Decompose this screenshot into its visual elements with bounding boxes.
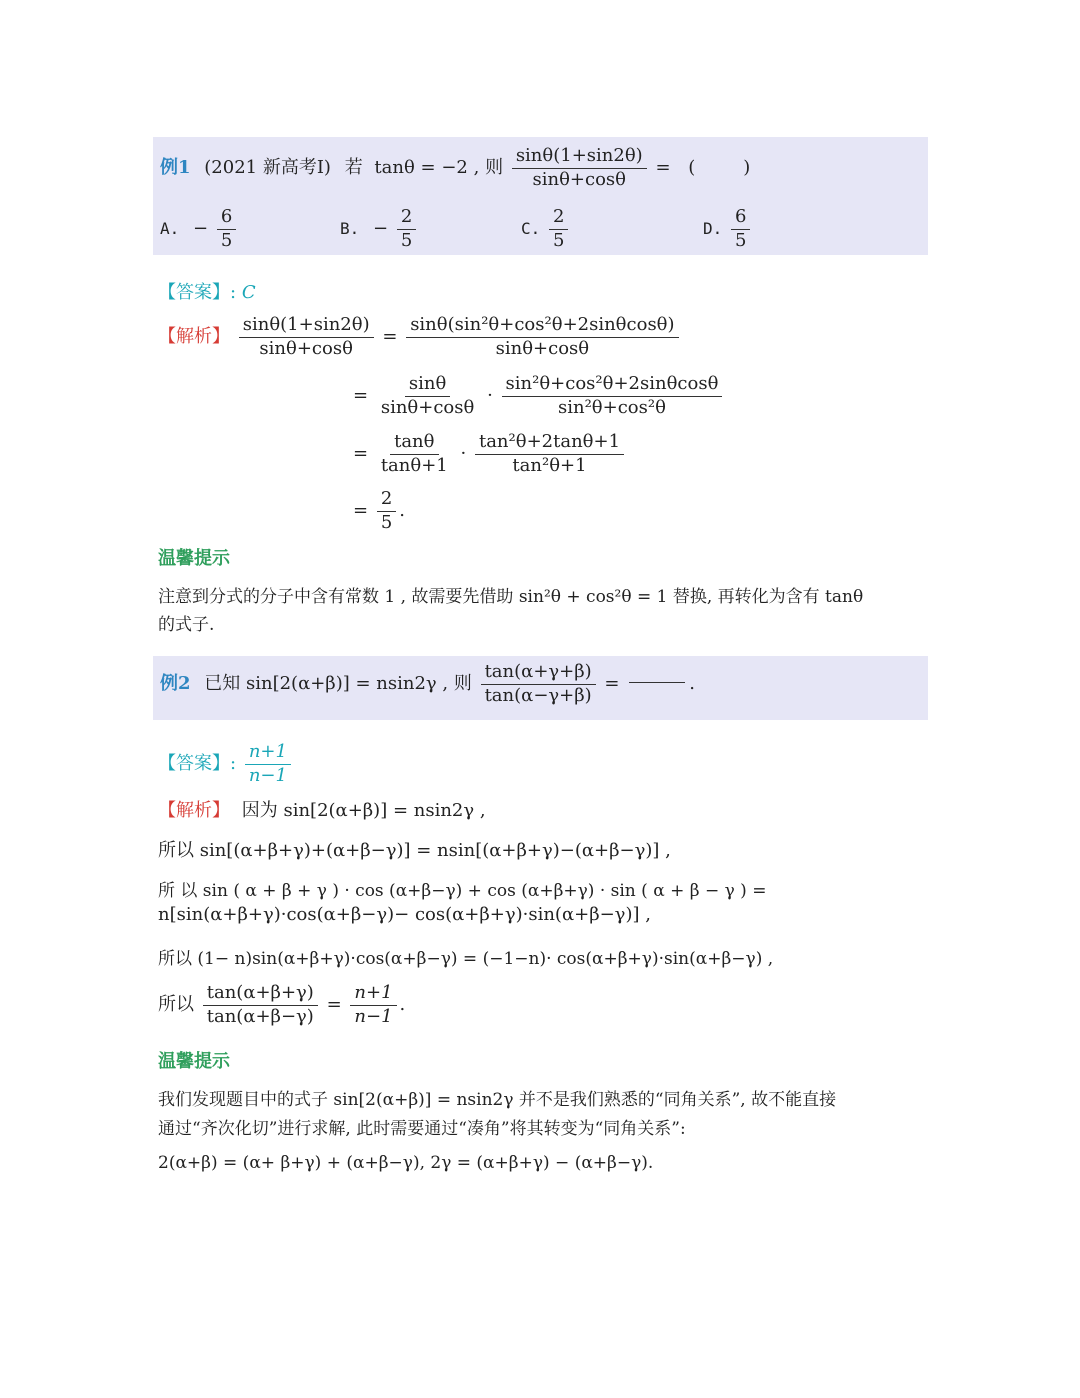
option-c-num: 2 — [549, 206, 568, 230]
example1-condition: tanθ = −2 — [374, 157, 468, 178]
analysis2-l1: 因为 sin[2(α+β)] = nsin2γ , — [241, 800, 486, 821]
answer2-num: n+1 — [245, 741, 291, 765]
example1-eq: = — [655, 157, 671, 178]
example2-end: . — [689, 673, 695, 694]
analysis1-l3-a — [377, 431, 452, 477]
analysis1-l2-aden: sinθ+cosθ — [380, 396, 475, 418]
option-a-num: 6 — [217, 206, 236, 230]
tip1-title: 温馨提示 — [158, 548, 230, 569]
analysis1-line4 — [353, 488, 405, 534]
option-b — [340, 206, 419, 252]
analysis1-l3-eq: = — [353, 443, 369, 464]
analysis1-l4-end: . — [399, 500, 406, 521]
option-a-letter: A. — [160, 219, 180, 238]
example2-text: 已知 sin[2(α+β)] = nsin2γ , 则 — [204, 673, 472, 694]
answer2-label: 【答案】: — [158, 753, 237, 774]
analysis1-l3-anum: tanθ — [390, 431, 438, 455]
tip2-line2: 通过“齐次化切”进行求解, 此时需要通过“凑角”将其转变为“同角关系”: — [158, 1119, 686, 1139]
analysis1-l2-b — [502, 373, 723, 419]
answer2-fraction — [245, 741, 291, 787]
example2-answer-blank — [629, 682, 685, 683]
analysis1-l2-bden: sin²θ+cos²θ — [558, 396, 666, 418]
analysis1-l1-rden: sinθ+cosθ — [495, 337, 590, 359]
option-d — [703, 206, 753, 252]
analysis1-l4-eq: = — [353, 500, 369, 521]
analysis1-l2-dot: · — [487, 385, 493, 406]
analysis1-l4-den: 5 — [380, 511, 393, 533]
analysis2-l6-end: . — [399, 994, 406, 1015]
answer1-value: C — [241, 282, 256, 303]
analysis1-l1-rnum: sinθ(sin²θ+cos²θ+2sinθcosθ) — [406, 314, 678, 338]
analysis2-l6-left — [203, 982, 318, 1028]
analysis1-l1-num: sinθ(1+sin2θ) — [239, 314, 374, 338]
example1-label: 例1 — [160, 157, 191, 178]
analysis1-l2-eq: = — [353, 385, 369, 406]
example2-fraction — [481, 661, 596, 707]
analysis1-label: 【解析】 — [158, 326, 230, 347]
analysis2-l6-rden: n−1 — [354, 1005, 393, 1027]
analysis1-l3-b — [475, 431, 624, 477]
tip1-line2: 的式子. — [158, 615, 215, 635]
analysis1-line1 — [158, 314, 682, 360]
tip2-line1: 我们发现题目中的式子 sin[2(α+β)] = nsin2γ 并不是我们熟悉的“同角关系”, 故不能直接 — [158, 1090, 837, 1110]
option-b-letter: B. — [340, 219, 360, 238]
analysis1-line3 — [353, 431, 627, 477]
option-d-num: 6 — [731, 206, 750, 230]
analysis2-l6-right — [350, 982, 396, 1028]
example2-eq: = — [604, 673, 620, 694]
example1-paren-open: ( — [688, 157, 696, 178]
option-d-letter: D. — [703, 219, 723, 238]
analysis2-l6-eq: = — [326, 994, 342, 1015]
option-b-fraction — [397, 206, 416, 252]
analysis2-l6-prefix: 所以 — [158, 994, 194, 1015]
analysis2-label: 【解析】 — [158, 800, 230, 821]
answer1-label: 【答案】: — [158, 282, 237, 303]
option-b-num: 2 — [397, 206, 416, 230]
option-d-fraction — [731, 206, 750, 252]
option-a-fraction — [217, 206, 236, 252]
analysis2-line1 — [158, 796, 486, 822]
option-a-den: 5 — [220, 229, 233, 251]
analysis1-l1-left — [239, 314, 374, 360]
option-c — [521, 206, 571, 252]
example2-frac-num: tan(α+γ+β) — [481, 661, 596, 685]
example1-paren-close: ) — [743, 157, 751, 178]
example1-frac-den: sinθ+cosθ — [532, 168, 626, 190]
analysis2-l6-den: tan(α+β−γ) — [206, 1005, 314, 1027]
option-a — [160, 206, 239, 252]
analysis2-line4: n[sin(α+β+γ)·cos(α+β−γ)− cos(α+β+γ)·sin(α+β−γ)] , — [158, 904, 651, 925]
analysis2-line5: 所以 (1− n)sin(α+β+γ)·cos(α+β−γ) = (−1−n)· cos(α+β+γ)·sin(α+β−γ) , — [158, 949, 774, 969]
analysis2-line3: 所 以 sin ( α + β + γ ) · cos (α+β−γ) + cos (α+β+γ) · sin ( α + β − γ ) = — [158, 881, 767, 901]
analysis2-l6-num: tan(α+β+γ) — [203, 982, 318, 1006]
analysis2-line2: 所以 sin[(α+β+γ)+(α+β−γ)] = nsin[(α+β+γ)−(α+β−γ)] , — [158, 840, 671, 861]
tip2-title: 温馨提示 — [158, 1051, 230, 1072]
example1-fraction — [512, 145, 647, 191]
option-d-den: 5 — [735, 229, 747, 251]
example1-frac-num: sinθ(1+sin2θ) — [512, 145, 647, 169]
analysis1-l1-right — [406, 314, 678, 360]
example2-label: 例2 — [160, 673, 191, 694]
analysis1-l3-aden: tanθ+1 — [380, 454, 448, 476]
analysis1-l4-frac — [377, 488, 396, 534]
analysis2-line6 — [158, 982, 405, 1028]
example2-stem — [160, 661, 695, 707]
analysis2-l6-rnum: n+1 — [350, 982, 396, 1006]
option-c-letter: C. — [521, 219, 541, 238]
analysis1-l2-bnum: sin²θ+cos²θ+2sinθcosθ — [502, 373, 723, 397]
analysis1-l3-bden: tan²θ+1 — [512, 454, 587, 476]
analysis1-l1-den: sinθ+cosθ — [259, 337, 353, 359]
option-b-sign: − — [373, 218, 389, 239]
option-c-den: 5 — [553, 229, 565, 251]
example1-then: , 则 — [473, 157, 504, 178]
answer2-den: n−1 — [248, 764, 287, 786]
answer2 — [158, 741, 294, 787]
tip1-line1: 注意到分式的分子中含有常数 1 , 故需要先借助 sin²θ + cos²θ = 1 替换, 再转化为含有 tanθ — [158, 587, 864, 607]
analysis1-l4-num: 2 — [377, 488, 396, 512]
example1-source: (2021 新高考I) — [204, 157, 331, 178]
answer1 — [158, 278, 256, 304]
example2-frac-den: tan(α−γ+β) — [484, 684, 592, 706]
option-b-den: 5 — [400, 229, 413, 251]
analysis1-l2-anum: sinθ — [405, 373, 450, 397]
tip2-line3: 2(α+β) = (α+ β+γ) + (α+β−γ), 2γ = (α+β+γ) − (α+β−γ). — [158, 1153, 654, 1173]
analysis1-line2 — [353, 373, 725, 419]
option-a-sign: − — [193, 218, 209, 239]
analysis1-l1-eq: = — [382, 326, 398, 347]
analysis1-l3-bnum: tan²θ+2tanθ+1 — [475, 431, 624, 455]
example1-cond-prefix: 若 — [344, 157, 363, 178]
example1-stem — [160, 145, 750, 191]
option-c-fraction — [549, 206, 568, 252]
analysis1-l2-a — [377, 373, 479, 419]
analysis1-l3-dot: · — [460, 443, 467, 464]
